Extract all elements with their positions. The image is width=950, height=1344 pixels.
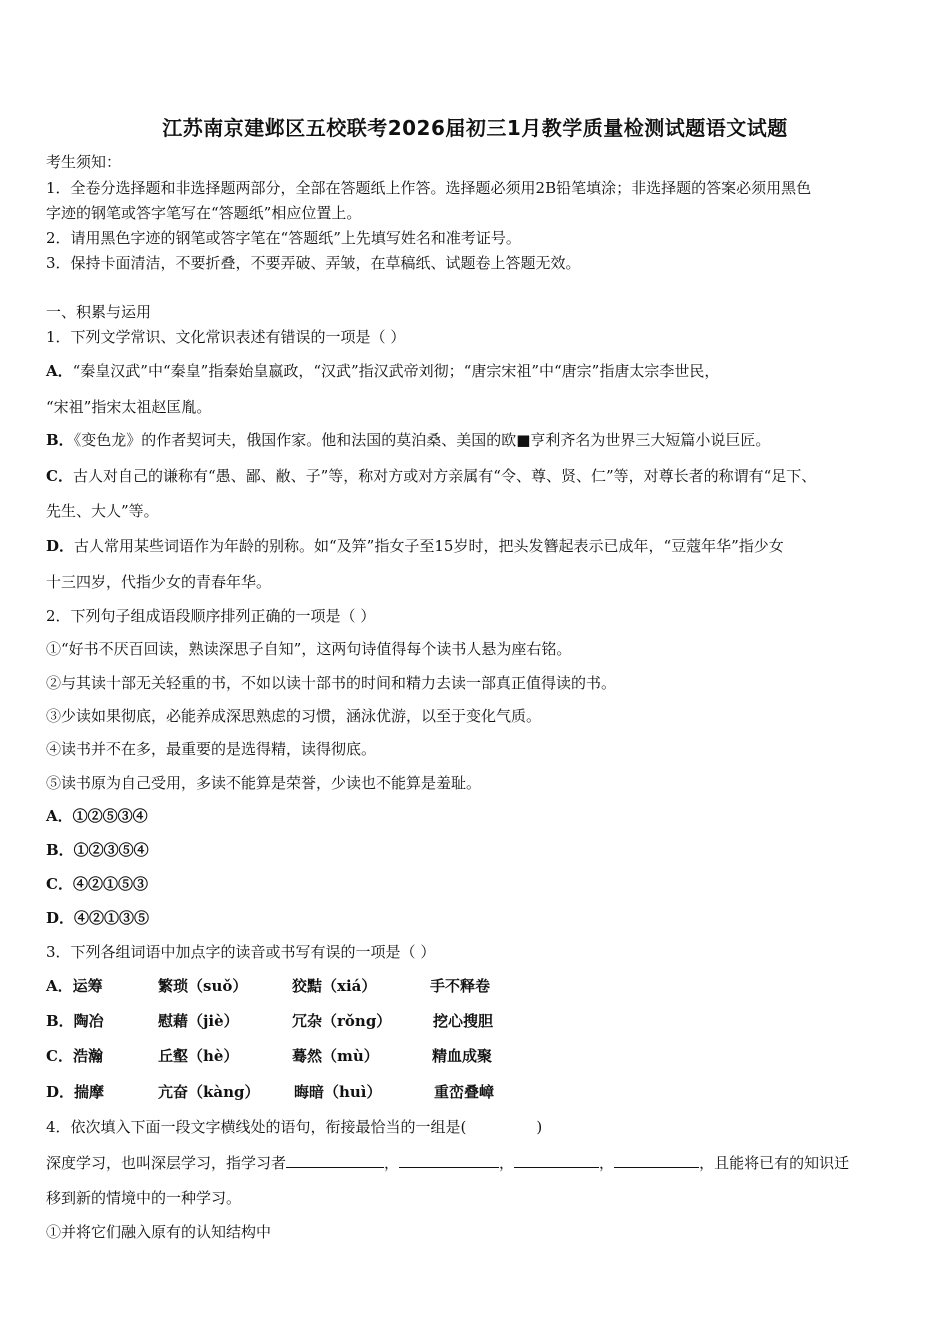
q1-option-c-cont: 先生、大人”等。: [46, 502, 159, 520]
q3-row-d-word-3: 晦暗（huì）: [294, 1083, 382, 1101]
q4-stem-text: 4．依次填入下面一段文字横线处的语句，衔接最恰当的一组是(: [46, 1118, 467, 1136]
fill-blank-1[interactable]: [286, 1152, 384, 1168]
notice-item-2: 2．请用黑色字迹的钢笔或答字笔在“答题纸”上先填写姓名和准考证号。: [46, 229, 521, 247]
q1-option-d: [46, 536, 784, 556]
q1-option-d-text: 古人常用某些词语作为年龄的别称。如“及笄”指女子至15岁时，把头发簪起表示已成年，“豆蔻年华”指少女: [74, 537, 784, 555]
q4-stem: [46, 1117, 542, 1137]
q1-stem: 1．下列文学常识、文化常识表述有错误的一项是（ ）: [46, 328, 406, 346]
q3-row-a-label: A．运筹: [46, 977, 103, 995]
q3-row-c-label: C．浩瀚: [46, 1047, 103, 1065]
q2-sentence-5: ⑤读书原为自己受用，多读不能算是荣誉，少读也不能算是羞耻。: [46, 774, 482, 792]
q4-passage: [46, 1152, 849, 1173]
q3-row-d-word-2: 亢奋（kàng）: [158, 1083, 260, 1101]
q3-row-d-label: D．揣摩: [46, 1083, 105, 1101]
q4-stem-close: ): [536, 1118, 543, 1136]
q4-passage-end: ，且能将已有的知识迁: [699, 1154, 850, 1172]
q1-option-b-text: 《变色龙》的作者契诃夫，俄国作家。他和法国的莫泊桑、美国的欧■亨利齐名为世界三大短篇小说巨匠。: [73, 431, 771, 449]
q1-option-b: [46, 430, 770, 450]
q1-option-a: [46, 361, 719, 381]
q1-option-a-cont: “宋祖”指宋太祖赵匡胤。: [46, 398, 212, 416]
page-title: 江苏南京建邺区五校联考2026届初三1月教学质量检测试题语文试题: [162, 116, 788, 140]
q2-option-a: A．①②⑤③④: [46, 807, 148, 825]
q4-sep-1: ，: [384, 1154, 400, 1172]
q1-option-c-label: C．: [46, 467, 73, 485]
q1-option-d-cont: 十三四岁，代指少女的青春年华。: [46, 573, 272, 591]
notice-item-1: 1．全卷分选择题和非选择题两部分，全部在答题纸上作答。选择题必须用2B铅笔填涂；非选择题的答案必须用黑色: [46, 179, 812, 197]
q4-passage-start: 深度学习，也叫深层学习，指学习者: [46, 1154, 287, 1172]
notice-heading: 考生须知：: [46, 153, 122, 171]
q3-row-c-word-3: 蓦然（mù）: [292, 1047, 379, 1065]
q1-option-b-label: B．: [46, 431, 74, 449]
notice-item-3: 3．保持卡面清洁，不要折叠，不要弄破、弄皱，在草稿纸、试题卷上答题无效。: [46, 254, 581, 272]
q3-row-c-word-2: 丘壑（hè）: [158, 1047, 239, 1065]
q3-row-b-label: B．陶冶: [46, 1012, 104, 1030]
fill-blank-2[interactable]: [399, 1152, 499, 1168]
q3-stem: 3．下列各组词语中加点字的读音或书写有误的一项是（ ）: [46, 943, 436, 961]
q2-sentence-4: ④读书并不在多，最重要的是选得精，读得彻底。: [46, 740, 377, 758]
q3-row-b-word-4: 挖心搜胆: [433, 1012, 494, 1030]
section-heading: 一、积累与运用: [46, 303, 152, 321]
q4-sep-3: ，: [599, 1154, 615, 1172]
q3-row-d-word-4: 重峦叠嶂: [434, 1083, 495, 1101]
q2-sentence-2: ②与其读十部无关轻重的书，不如以读十部书的时间和精力去读一部真正值得读的书。: [46, 674, 617, 692]
q2-sentence-1: ①“好书不厌百回读，熟读深思子自知”，这两句诗值得每个读书人悬为座右铭。: [46, 640, 572, 658]
q2-sentence-3: ③少读如果彻底，必能养成深思熟虑的习惯，涵泳优游，以至于变化气质。: [46, 707, 542, 725]
q4-passage-cont: 移到新的情境中的一种学习。: [46, 1189, 242, 1207]
q4-sep-2: ，: [499, 1154, 515, 1172]
q1-option-c: [46, 466, 816, 486]
q3-row-a-word-3: 狡黠（xiá）: [292, 977, 377, 995]
q1-option-a-text: “秦皇汉武”中“秦皇”指秦始皇嬴政，“汉武”指汉武帝刘彻；“唐宗宋祖”中“唐宗”指唐太宗李世民，: [72, 362, 720, 380]
q3-row-c-word-4: 精血成聚: [432, 1047, 493, 1065]
q2-option-c: C．④②①⑤③: [46, 875, 148, 893]
notice-item-1-cont: 字迹的钢笔或答字笔写在“答题纸”相应位置上。: [46, 204, 362, 222]
q2-option-d: D．④②①③⑤: [46, 909, 150, 927]
q3-row-b-word-3: 冗杂（rǒng）: [292, 1012, 392, 1030]
q2-stem: 2．下列句子组成语段顺序排列正确的一项是（ ）: [46, 607, 376, 625]
q2-option-b: B．①②③⑤④: [46, 841, 149, 859]
q1-option-c-text: 古人对自己的谦称有“愚、鄙、敝、子”等，称对方或对方亲属有“令、尊、贤、仁”等，对尊长者的称谓有“足下、: [72, 467, 817, 485]
q3-row-a-word-2: 繁琐（suǒ）: [158, 977, 248, 995]
q3-row-b-word-2: 慰藉（jiè）: [158, 1012, 239, 1030]
fill-blank-4[interactable]: [614, 1152, 699, 1168]
q1-option-a-label: A．: [46, 362, 73, 380]
q1-option-d-label: D．: [46, 537, 75, 555]
fill-blank-3[interactable]: [514, 1152, 599, 1168]
q4-sentence-1: ①并将它们融入原有的认知结构中: [46, 1223, 272, 1241]
q3-row-a-word-4: 手不释卷: [430, 977, 491, 995]
